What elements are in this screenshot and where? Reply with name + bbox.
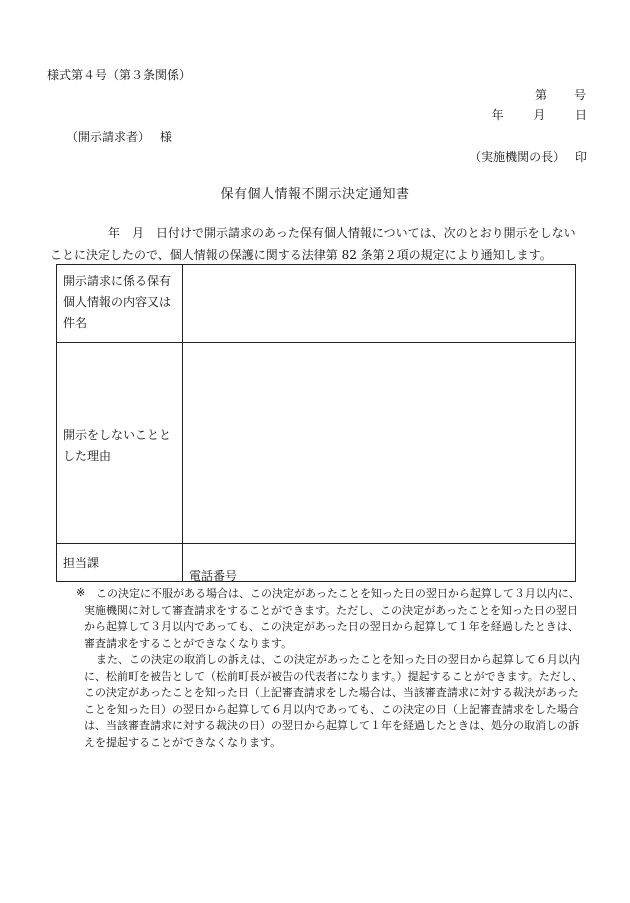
note-line: また、この決定の取消しの訴えは、この決定があったことを知った日の翌日から起算して６月以内 [96,653,580,666]
table-column-divider [182,265,183,581]
note-line: えを提起することができなくなります。 [84,735,282,749]
sender-name: （実施機関の長） 印 [469,150,587,164]
note-line: に、松前町を被告として（松前町長が被告の代表者になります。）提起することができます。ただし、 [84,669,583,683]
note-line: この決定に不服がある場合は、この決定があったことを知った日の翌日から起算して３月以内に、 [96,587,580,600]
table-row-divider [57,342,575,343]
decision-table [56,264,576,582]
date-month: 月 [533,108,546,122]
note-line: 審査請求をすることができなくなります。 [84,636,293,650]
body-line-2: ことに決定したので、個人情報の保護に関する法律第 82 条第２項の規定により通知します。 [50,248,552,262]
note-mark: ※ [76,586,86,599]
note-line: 実施機関に対して審査請求をすることができます。ただし、この決定があったことを知った日の翌日 [84,603,579,617]
note-line: この決定があったことを知った日（上記審査請求をした場合は、当該審査請求に対する裁決があった [84,686,579,699]
note-paragraph-2 [84,652,588,751]
content-label: 開示請求に係る保有個人情報の内容又は件名 [63,274,172,330]
form-number: 様式第４号（第３条関係） [47,68,192,82]
body-line-1: 年 月 日付けで開示請求のあった保有個人情報については、次のとおり開示をしない [108,226,576,240]
note-line: から起算して３月以内であっても、この決定があった日の翌日から起算して１年を経過したときは、 [84,620,579,633]
reason-label: 開示をしないこととした理由 [63,428,172,463]
note-paragraph-1 [84,586,588,652]
document-date [492,106,587,123]
document-number: 第 号 [534,88,587,102]
body-text [50,222,590,266]
department-label: 担当課 [63,556,100,570]
note-line: ことを知った日）の翌日から起算して６月以内であっても、この決定の日（上記審査請求をした場合 [84,702,579,716]
note-line: は、当該審査請求に対する裁決の日）の翌日から起算して１年を経過したときは、処分の取消しの訴 [84,719,579,732]
date-day: 日 [574,108,587,122]
requester-name: （開示請求者） 様 [66,130,172,144]
phone-label: 電話番号 [189,569,238,583]
table-row-divider [57,543,575,544]
page-title: 保有個人情報不開示決定通知書 [220,187,410,202]
notes [84,586,588,751]
date-year: 年 [491,108,504,122]
